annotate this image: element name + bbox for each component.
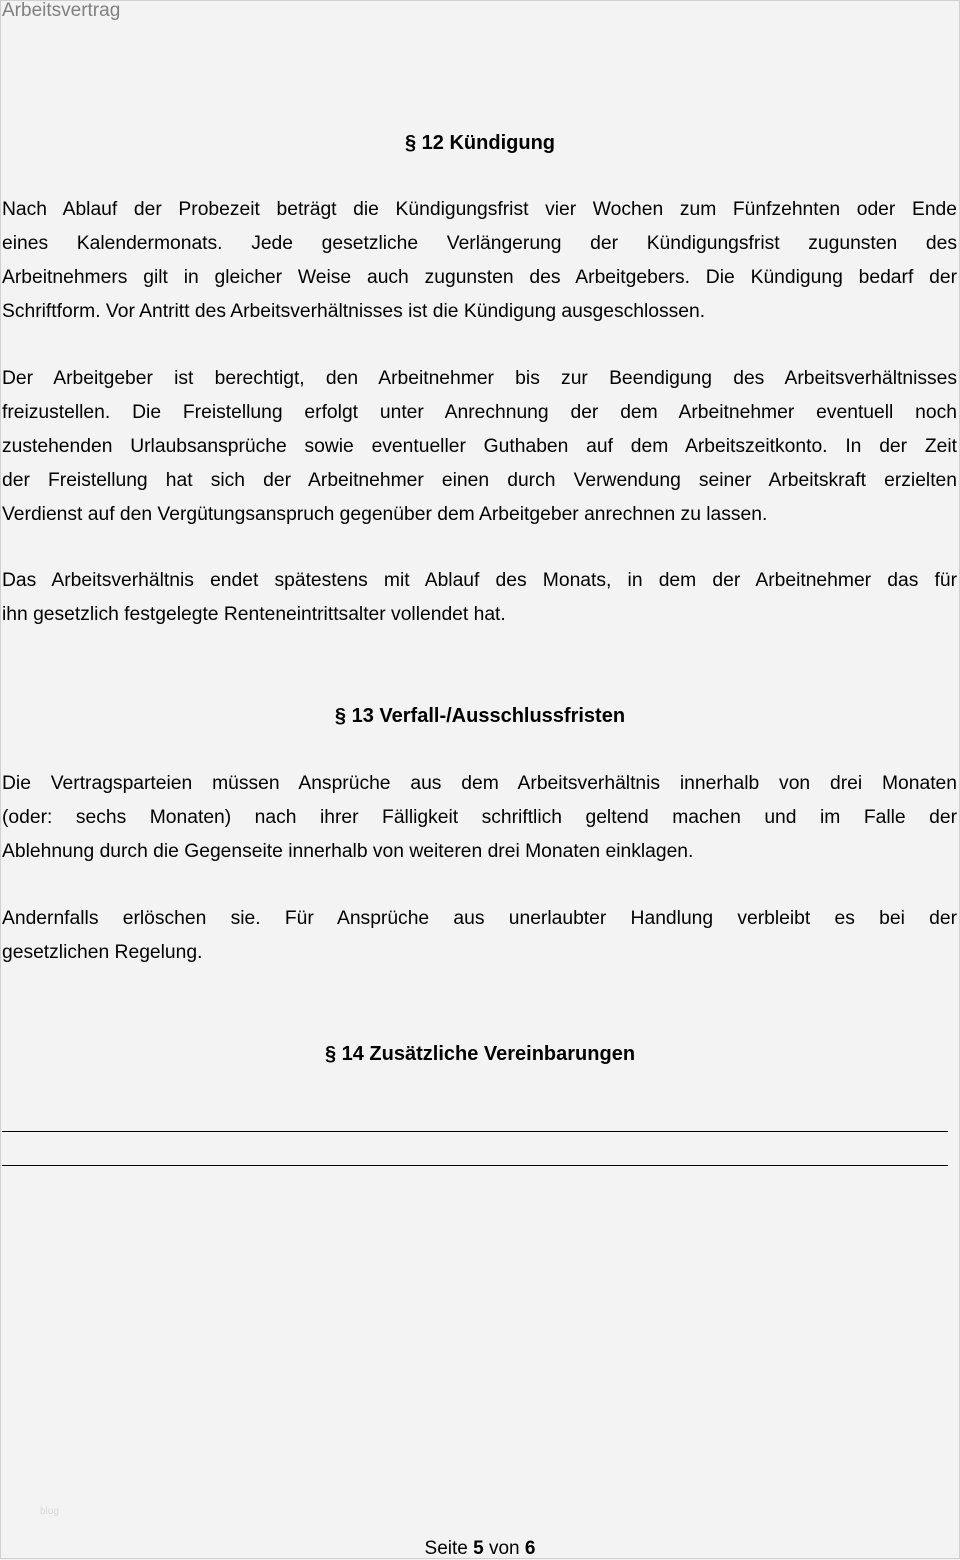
text-line: freizustellen. Die Freistellung erfolgt unter Anrechnung der dem Arbeitnehmer eventuell noch [2, 402, 957, 423]
text-line: Schriftform. Vor Antritt des Arbeitsverhältnisses ist die Kündigung ausgeschlossen. [2, 301, 706, 322]
text-line: Das Arbeitsverhältnis endet spätestens mit Ablauf des Monats, in dem der Arbeitnehmer das für [2, 570, 957, 591]
text-line: zustehenden Urlaubsansprüche sowie eventueller Guthaben auf dem Arbeitszeitkonto. In der Zeit [2, 436, 957, 457]
total-pages: 6 [524, 1538, 536, 1559]
section-heading-12: § 12 Kündigung [405, 132, 555, 154]
section-heading-14: § 14 Zusätzliche Vereinbarungen [324, 1043, 636, 1065]
paragraph [2, 902, 957, 970]
blank-line [2, 1131, 948, 1132]
footer-prefix: Seite [424, 1538, 468, 1559]
text-line: Nach Ablauf der Probezeit beträgt die Kündigungsfrist vier Wochen zum Fünfzehnten oder Ende [2, 199, 957, 220]
paragraph [2, 564, 957, 632]
text-line: Die Vertragsparteien müssen Ansprüche aus dem Arbeitsverhältnis innerhalb von drei Monaten [2, 773, 957, 794]
footer-sep: von [488, 1538, 520, 1559]
paragraph [2, 193, 957, 329]
paragraph [2, 362, 957, 532]
blank-line [2, 1165, 948, 1166]
text-line: ihn gesetzlich festgelegte Renteneintrittsalter vollendet hat. [2, 604, 506, 625]
document-header: Arbeitsvertrag [2, 0, 121, 21]
current-page: 5 [473, 1538, 484, 1559]
text-line: Der Arbeitgeber ist berechtigt, den Arbeitnehmer bis zur Beendigung des Arbeitsverhältnisses [2, 368, 957, 389]
text-line: Arbeitnehmers gilt in gleicher Weise auch zugunsten des Arbeitgebers. Die Kündigung bedarf der [2, 267, 957, 288]
text-line: der Freistellung hat sich der Arbeitnehmer einen durch Verwendung seiner Arbeitskraft erzielten [2, 470, 957, 491]
text-line: Verdienst auf den Vergütungsanspruch gegenüber dem Arbeitgeber anrechnen zu lassen. [2, 504, 768, 525]
paragraph [2, 767, 957, 869]
page-footer [0, 1538, 960, 1560]
text-line: eines Kalendermonats. Jede gesetzliche Verlängerung der Kündigungsfrist zugunsten des [2, 233, 957, 254]
watermark: blog [40, 1506, 59, 1517]
section-heading-13: § 13 Verfall-/Ausschlussfristen [334, 705, 626, 727]
text-line: gesetzlichen Regelung. [2, 942, 203, 963]
text-line: (oder: sechs Monaten) nach ihrer Fälligkeit schriftlich geltend machen und im Falle der [2, 807, 957, 828]
text-line: Andernfalls erlöschen sie. Für Ansprüche aus unerlaubter Handlung verbleibt es bei der [2, 908, 957, 929]
text-line: Ablehnung durch die Gegenseite innerhalb von weiteren drei Monaten einklagen. [2, 841, 694, 862]
